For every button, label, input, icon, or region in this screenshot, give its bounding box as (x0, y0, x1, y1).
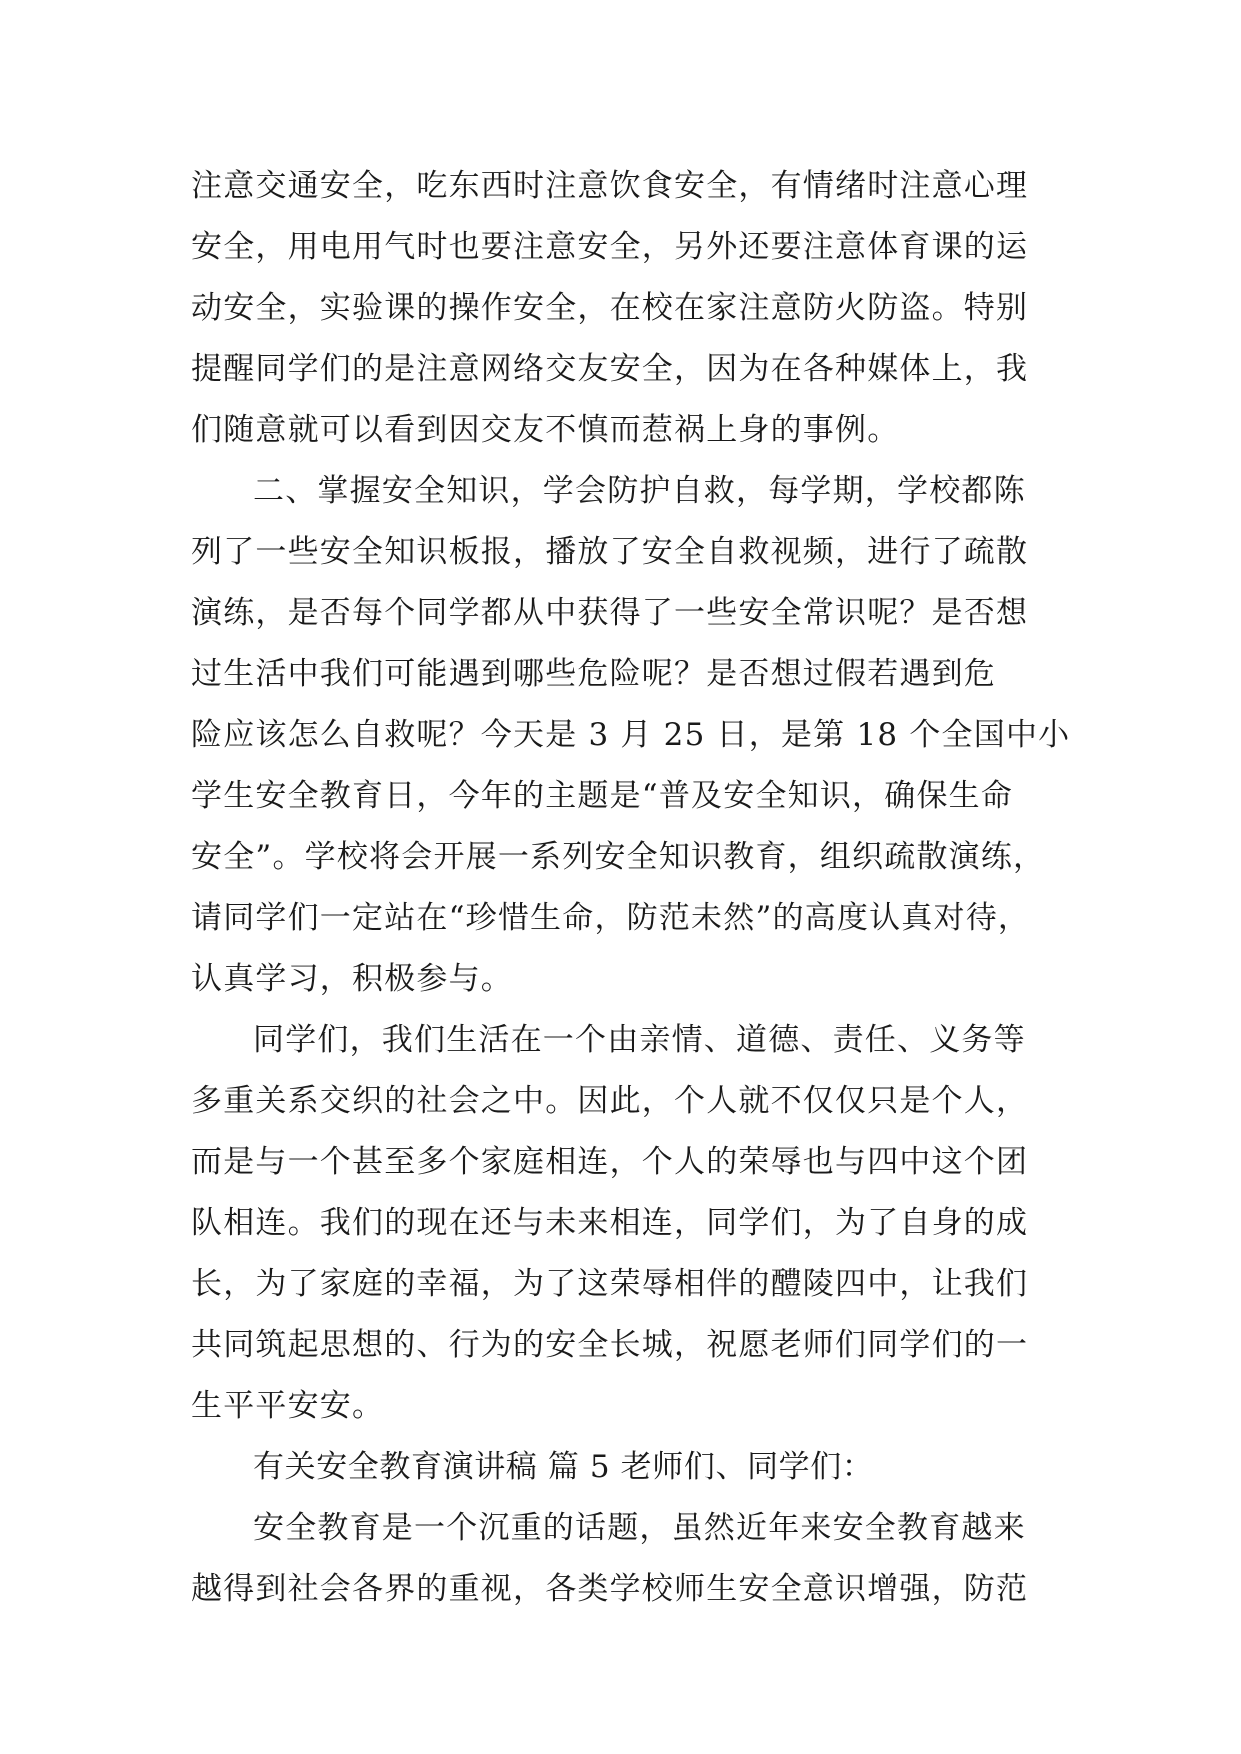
text-line: 而是与一个甚至多个家庭相连，个人的荣辱也与四中这个团 (191, 1144, 1029, 1180)
text-line: 越得到社会各界的重视，各类学校师生安全意识增强，防范 (191, 1571, 1029, 1607)
text-line: 安全教育是一个沉重的话题，虽然近年来安全教育越来 (253, 1510, 1026, 1546)
text-line: 同学们，我们生活在一个由亲情、道德、责任、义务等 (253, 1022, 1026, 1058)
text-line: 共同筑起思想的、行为的安全长城，祝愿老师们同学们的一 (191, 1327, 1029, 1363)
text-line: 生平平安安。 (191, 1388, 385, 1424)
text-line: 提醒同学们的是注意网络交友安全，因为在各种媒体上，我 (191, 351, 1029, 387)
paragraph-speech-opening (191, 1498, 1051, 1620)
paragraph-safety-reminders (191, 156, 1051, 461)
text-line: 长，为了家庭的幸福，为了这荣辱相伴的醴陵四中，让我们 (191, 1266, 1029, 1302)
document-body (191, 156, 1071, 1620)
text-line: 安全”。学校将会开展一系列安全知识教育，组织疏散演练， (191, 839, 1046, 875)
text-line: 队相连。我们的现在还与未来相连，同学们，为了自身的成 (191, 1205, 1029, 1241)
text-line: 安全，用电用气时也要注意安全，另外还要注意体育课的运 (191, 229, 1029, 265)
text-line: 二、掌握安全知识，学会防护自救，每学期，学校都陈 (253, 473, 1026, 509)
text-line: 注意交通安全，吃东西时注意饮食安全，有情绪时注意心理 (191, 168, 1029, 204)
paragraph-closing (191, 1010, 1051, 1437)
text-line: 动安全，实验课的操作安全，在校在家注意防火防盗。特别 (191, 290, 1029, 326)
text-line: 们随意就可以看到因交友不慎而惹祸上身的事例。 (191, 412, 900, 448)
section-title: 有关安全教育演讲稿 篇 5 老师们、同学们： (253, 1449, 874, 1485)
section-heading (191, 1437, 1051, 1498)
text-line: 请同学们一定站在“珍惜生命，防范未然”的高度认真对待， (191, 900, 1031, 936)
text-line: 列了一些安全知识板报，播放了安全自救视频，进行了疏散 (191, 534, 1029, 570)
text-line: 险应该怎么自救呢？今天是 3 月 25 日，是第 18 个全国中小 (191, 717, 1071, 753)
text-line: 认真学习，积极参与。 (191, 961, 513, 997)
text-line: 学生安全教育日，今年的主题是“普及安全知识，确保生命 (191, 778, 1014, 814)
text-line: 演练，是否每个同学都从中获得了一些安全常识呢？是否想 (191, 595, 1029, 631)
paragraph-safety-knowledge (191, 461, 1071, 1010)
text-line: 过生活中我们可能遇到哪些危险呢？是否想过假若遇到危 (191, 656, 996, 692)
text-line: 多重关系交织的社会之中。因此，个人就不仅仅只是个人， (191, 1083, 1029, 1119)
